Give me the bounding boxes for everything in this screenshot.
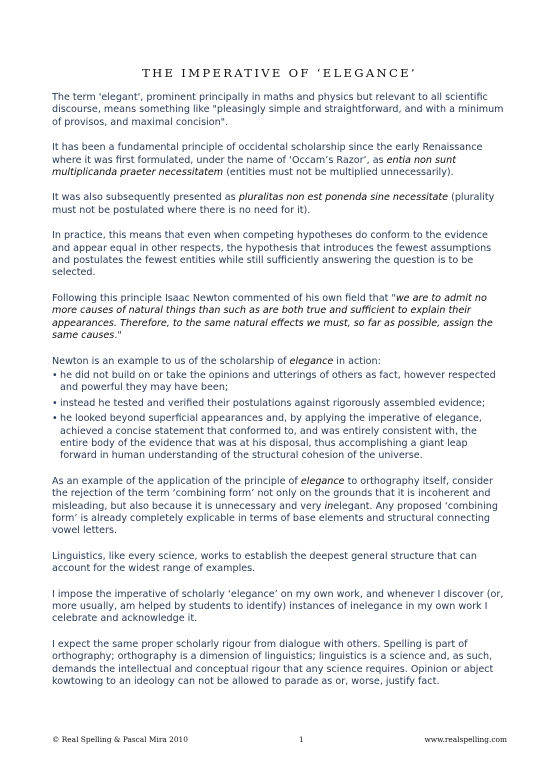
latin-phrase: entia non sunt multiplicanda praeter necessitatem — [52, 154, 456, 179]
page-footer — [52, 735, 507, 747]
text: Following this principle Isaac Newton commented of his own field that " — [52, 292, 396, 304]
footer-url: www.realspelling.com — [424, 735, 507, 744]
paragraph-orthography-example — [52, 476, 507, 538]
emphasis: in — [324, 500, 334, 512]
text: (entities must not be multiplied unnecessarily). — [223, 167, 454, 179]
text: elegant. Any proposed ‘combining form’ is already completely explicable in terms of base elements and structural connecting vowel letters. — [52, 500, 498, 537]
page-title: THE IMPERATIVE OF ‘ELEGANCE’ — [142, 66, 417, 80]
document-page — [52, 66, 507, 701]
paragraph-rigour: I expect the same proper scholarly rigour from dialogue with others. Spelling is part of orthography; orthography is a dimension of linguistics; linguistics is a science and, as such, demands the intellectual and conceptual rigour that any science requires. Opinion or abject kowtowing to an ideology can not be allowed to parade as or, worse, justify fact. — [52, 638, 494, 688]
emphasis: elegance — [300, 475, 345, 487]
bullet-icon: • — [52, 413, 58, 425]
page-number: 1 — [299, 735, 304, 744]
text: (plurality must not be postulated where there is no need for it). — [52, 192, 495, 216]
paragraph-own-work: I impose the imperative of scholarly ‘elegance’ on my own work, and whenever I discover (or, more usually, am helped by students to identify) instances of inelegance in my own work I celebrate and acknowledge it. — [52, 588, 504, 625]
paragraph-occams-razor — [52, 142, 507, 179]
newton-bullet-list — [52, 370, 507, 463]
bullet-icon: • — [52, 369, 58, 381]
paragraph-pluralitas — [52, 192, 507, 217]
list-item-text: instead he tested and verified their postulations against rigorously assembled evidence; — [60, 397, 486, 409]
list-item — [52, 413, 507, 463]
text: It was also subsequently presented as — [52, 192, 239, 204]
list-item-text: he did not build on or take the opinions and utterings of others as fact, however respected and powerful they may have been; — [60, 369, 496, 394]
text: It has been a fundamental principle of occidental scholarship since the early Renaissance where it was first formulated, under the name of ‘Occam’s Razor’, as — [52, 142, 483, 166]
latin-phrase: pluralitas non est ponenda sine necessitate — [238, 192, 449, 204]
list-item — [52, 398, 507, 410]
emphasis: elegance — [289, 355, 334, 367]
text: Newton is an example to us of the scholarship of — [52, 355, 290, 367]
text: ." — [114, 330, 122, 342]
footer-copyright: © Real Spelling & Pascal Mira 2010 — [52, 735, 188, 744]
bullet-icon: • — [52, 397, 58, 409]
text: As an example of the application of the principle of — [52, 475, 301, 487]
paragraph-practice: In practice, this means that even when competing hypotheses do conform to the evidence and appear equal in other respects, the hypothesis that introduces the fewest assumptions and postulates the fewest entities while still sufficiently answering the question is to be selected. — [52, 230, 492, 279]
paragraph-linguistics: Linguistics, like every science, works to establish the deepest general structure that can account for the widest range of examples. — [52, 550, 477, 575]
list-item — [52, 370, 507, 395]
newton-quote: we are to admit no more causes of natural things than such as are both true and sufficient to explain their appearances. Therefore, to the same natural effects we must, so far as possible, assign the same causes — [52, 292, 493, 342]
text: in action: — [333, 355, 381, 367]
text: to orthography itself, consider the rejection of the term ‘combining form’ not only on the grounds that it is incoherent and misleading, but also because it is unnecessary and very — [52, 475, 493, 512]
paragraph-definition: The term 'elegant', prominent principally in maths and physics but relevant to all scientific discourse, means something like "pleasingly simple and straightforward, and with a minimum of provisos, and maximal concision". — [52, 92, 504, 128]
paragraph-newton-example — [52, 356, 507, 368]
list-item-text: he looked beyond superficial appearances and, by applying the imperative of elegance, achieved a concise statement that conformed to, and was entirely consistent with, the entire body of the evidence that was at his disposal, thus accomplishing a giant leap forward in human understanding of the structural cohesion of the universe. — [60, 413, 482, 462]
paragraph-newton-quote — [52, 293, 507, 343]
